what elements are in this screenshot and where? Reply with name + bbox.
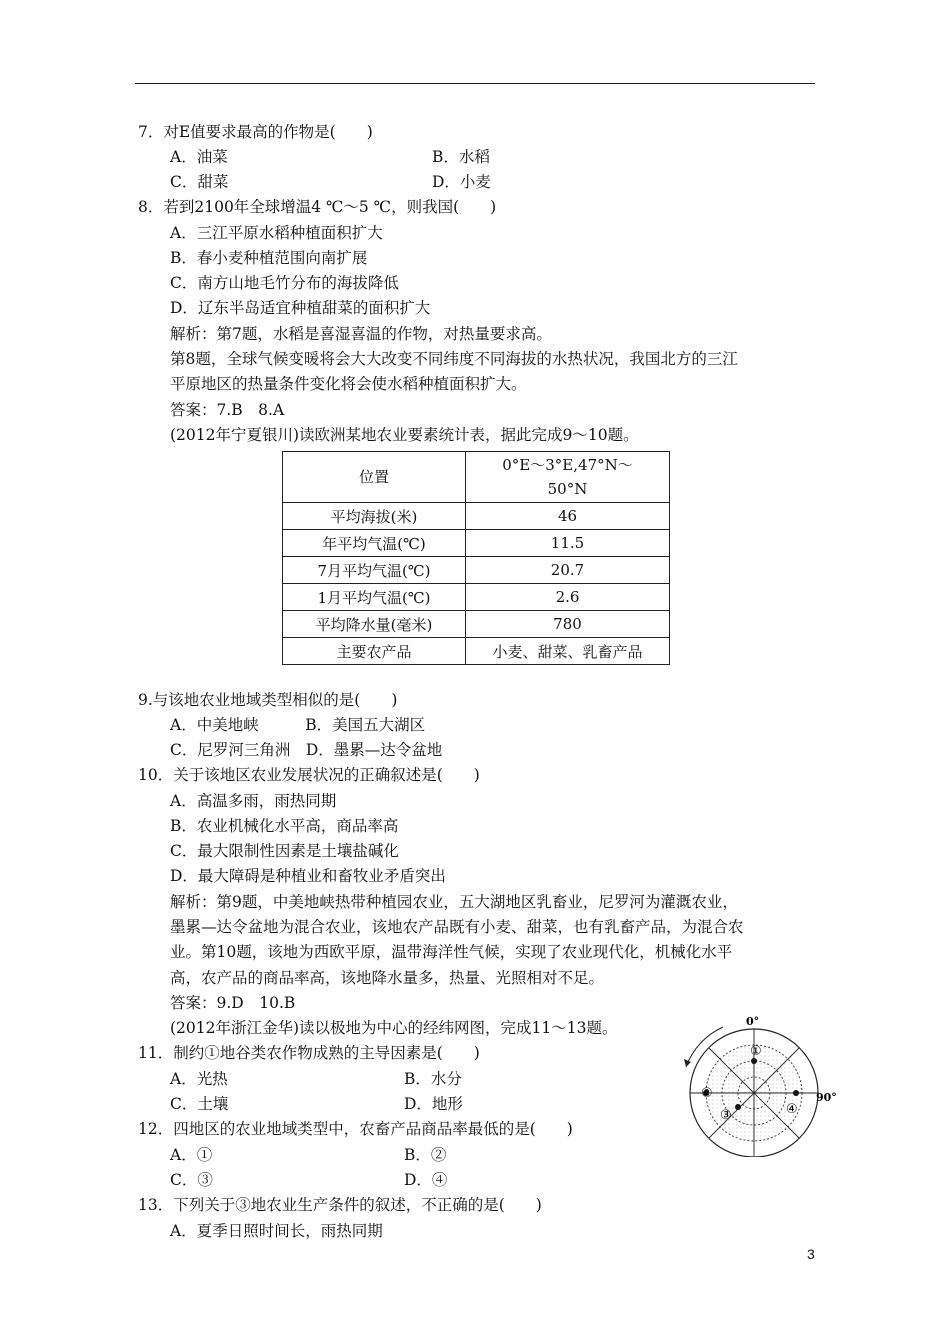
table-cell-label: 1月平均气温(℃) [283,584,466,611]
question-10-option-d: D．最大障碍是种植业和畜牧业矛盾突出 [170,867,446,885]
question-13-option-a: A．夏季日照时间长，雨热同期 [170,1222,383,1240]
marker-2: ② [701,1086,713,1101]
table-row [283,584,670,611]
analysis-line: 平原地区的热量条件变化将会使水稻种植面积扩大。 [170,375,527,393]
table-cell-value: 780 [466,611,670,638]
table-row [283,557,670,584]
question-9-options-cd: C．尼罗河三角洲 D．墨累—达令盆地 [170,741,443,759]
question-9-options-ab: A．中美地峡 B．美国五大湖区 [170,716,426,734]
analysis-line: 第8题，全球气候变暖将会大大改变不同纬度不同海拔的水热状况，我国北方的三江 [170,350,738,368]
question-11-stem: 11．制约①地谷类农作物成熟的主导因素是( ) [138,1044,480,1062]
marker-3: ③ [720,1108,732,1123]
question-13-stem: 13．下列关于③地农业生产条件的叙述，不正确的是( ) [138,1196,542,1214]
question-8-stem: 8．若到2100年全球增温4 ℃～5 ℃，则我国( ) [138,198,497,216]
question-8-option-c: C．南方山地毛竹分布的海拔降低 [170,274,399,292]
question-12-option-a: A．① [170,1146,213,1164]
table-cell-label: 主要农产品 [283,638,466,665]
page-number: 3 [807,1246,815,1262]
table-cell-value [466,452,670,503]
table-cell-value: 2.6 [466,584,670,611]
question-10-option-b: B．农业机械化水平高，商品率高 [170,817,399,835]
question-12-option-c: C．③ [170,1171,213,1189]
question-7-stem: 7．对E值要求最高的作物是( ) [138,123,373,141]
marker-dot [735,1104,741,1110]
question-7-option-b: B．水稻 [432,148,490,166]
marker-1: ① [750,1044,762,1059]
table-row [283,638,670,665]
table-cell-label: 年平均气温(℃) [283,530,466,557]
answer-line: 答案：9.D 10.B [170,994,296,1012]
table-cell-value: 小麦、甜菜、乳畜产品 [466,638,670,665]
table-cell-value: 11.5 [466,530,670,557]
question-8-option-d: D．辽东半岛适宜种植甜菜的面积扩大 [170,299,431,317]
polar-graticule-figure [676,1015,840,1157]
label-0-degree: 0° [746,1015,760,1028]
question-10-option-a: A．高温多雨，雨热同期 [170,792,337,810]
table-cell-value: 46 [466,503,670,530]
table-cell-label: 平均海拔(米) [283,503,466,530]
question-7-option-a: A．油菜 [170,148,228,166]
question-7-option-c: C．甜菜 [170,173,229,191]
question-10-stem: 10．关于该地区农业发展状况的正确叙述是( ) [138,766,480,784]
intro-line: (2012年宁夏银川)读欧洲某地农业要素统计表，据此完成9～10题。 [170,426,639,444]
table-row [283,530,670,557]
question-12-stem: 12．四地区的农业地域类型中，农畜产品商品率最低的是( ) [138,1120,573,1138]
location-line-2: 50°N [547,480,588,498]
answer-line: 答案：7.B 8.A [170,401,285,419]
table-cell-value: 20.7 [466,557,670,584]
location-line-1: 0°E～3°E,47°N～ [502,456,633,474]
table-cell-label: 7月平均气温(℃) [283,557,466,584]
question-11-option-d: D．地形 [404,1095,463,1113]
analysis-line: 业。第10题，该地为西欧平原，温带海洋性气候，实现了农业现代化，机械化水平 [170,943,733,961]
arrow-head [684,1059,691,1067]
rotation-arrow [686,1027,723,1067]
question-11-option-a: A．光热 [170,1070,228,1088]
analysis-line: 高，农产品的商品率高，该地降水量多，热量、光照相对不足。 [170,969,605,987]
analysis-line: 解析：第7题，水稻是喜湿喜温的作物，对热量要求高。 [170,325,552,343]
question-12-option-d: D．④ [404,1171,448,1189]
table-row [283,611,670,638]
question-11-option-c: C．土壤 [170,1095,229,1113]
table-row [283,452,670,503]
question-12-option-b: B．② [404,1146,447,1164]
marker-4: ④ [786,1102,798,1117]
question-9-stem: 9.与该地农业地域类型相似的是( ) [138,691,398,709]
question-11-option-b: B．水分 [404,1070,462,1088]
label-90-degree: 90° [816,1091,837,1104]
table-cell-label: 平均降水量(毫米) [283,611,466,638]
table-cell-label: 位置 [283,452,466,503]
question-10-option-c: C．最大限制性因素是土壤盐碱化 [170,842,399,860]
question-8-option-b: B．春小麦种植范围向南扩展 [170,249,368,267]
header-rule [135,83,815,84]
question-7-option-d: D．小麦 [432,173,491,191]
analysis-line: 解析：第9题，中美地峡热带种植园农业，五大湖地区乳畜业，尼罗河为灌溉农业， [170,893,738,911]
marker-dot [793,1090,799,1096]
agriculture-statistics-table [282,451,670,665]
question-8-option-a: A．三江平原水稻种植面积扩大 [170,224,383,242]
analysis-line: 墨累—达令盆地为混合农业，该地农产品既有小麦、甜菜，也有乳畜产品，为混合农 [170,918,744,936]
table-row [283,503,670,530]
intro-line: (2012年浙江金华)读以极地为中心的经纬网图，完成11～13题。 [170,1019,618,1037]
